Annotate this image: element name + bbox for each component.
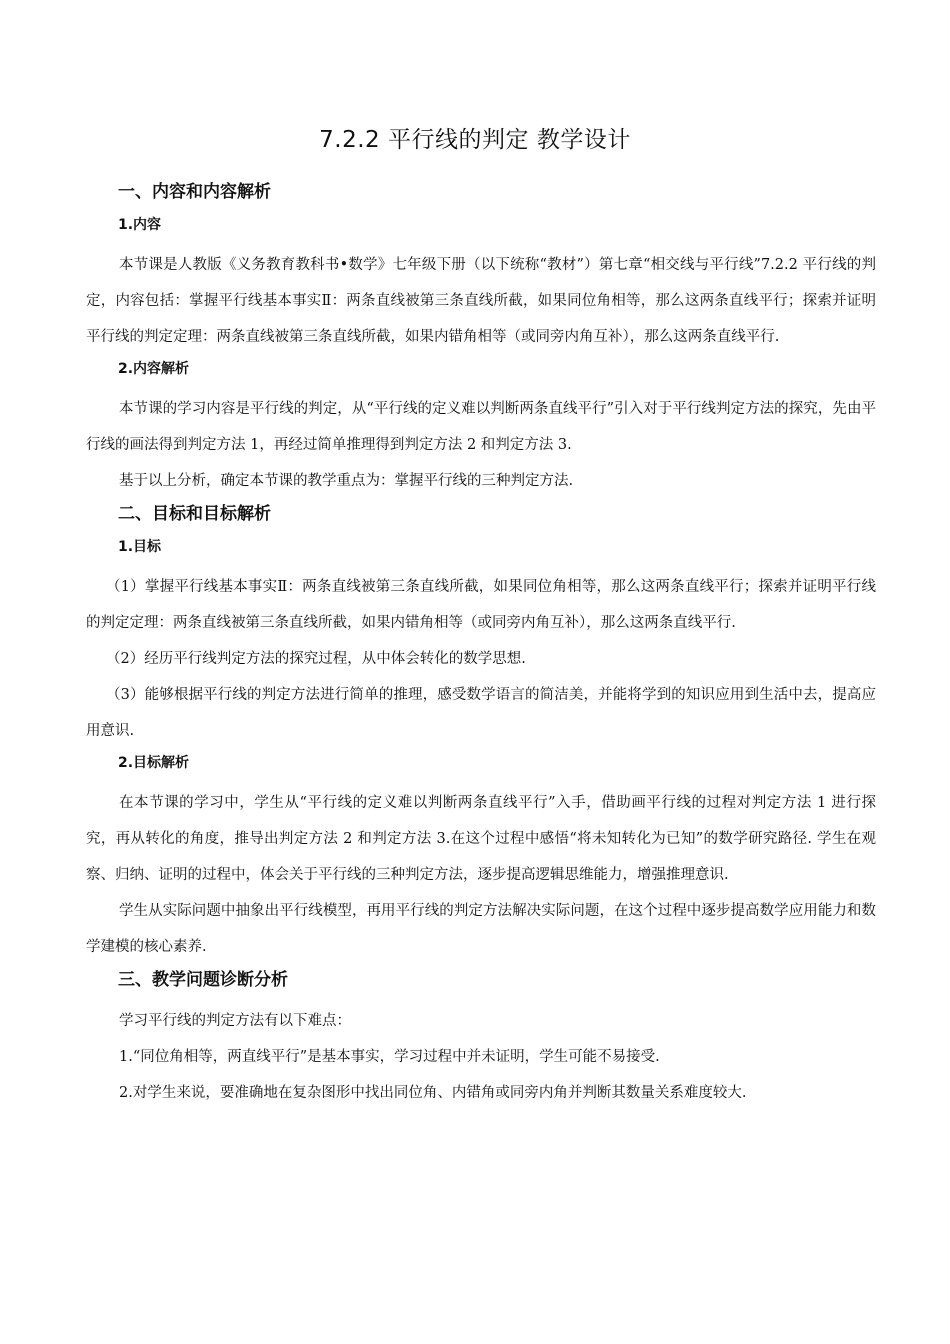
paragraph-goal-analysis-1: 在本节课的学习中，学生从“平行线的定义难以判断两条直线平行”入手，借助画平行线的过程对判定方法 1 进行探究，再从转化的角度，推导出判定方法 2 和判定方法 3.在这个过程中感悟“将未知转化为已知”的数学研究路径. 学生在观察、归纳、证明的过程中，体会关于平行线的三种判定方法，逐步提高逻辑思维能力，增强推理意识.	[86, 795, 876, 883]
goal-item-3: （3）能够根据平行线的判定方法进行简单的推理，感受数学语言的简洁美，并能将学到的知识应用到生活中去，提高应用意识.	[86, 687, 876, 739]
paragraph-diagnosis-intro: 学习平行线的判定方法有以下难点：	[119, 1013, 351, 1029]
paragraph-goal-analysis-2: 学生从实际问题中抽象出平行线模型，再用平行线的判定方法解决实际问题，在这个过程中逐步提高数学应用能力和数学建模的核心素养.	[86, 903, 876, 955]
section-heading-goals: 二、目标和目标解析	[118, 504, 271, 524]
goal-item-1: （1）掌握平行线基本事实Ⅱ：两条直线被第三条直线所截，如果同位角相等，那么这两条直线平行；探索并证明平行线的判定定理：两条直线被第三条直线所截，如果内错角相等（或同旁内角互补），那么这两条直线平行.	[86, 579, 876, 631]
document-title: 7.2.2 平行线的判定 教学设计	[319, 127, 631, 153]
subheading-goal-analysis: 2.目标解析	[118, 755, 190, 771]
subheading-content: 1.内容	[118, 217, 162, 233]
section-heading-content: 一、内容和内容解析	[118, 182, 271, 202]
goal-item-2: （2）经历平行线判定方法的探究过程，从中体会转化的数学思想.	[106, 651, 526, 667]
subheading-content-analysis: 2.内容解析	[118, 361, 190, 377]
subheading-goals: 1.目标	[118, 539, 162, 555]
document-body	[86, 178, 876, 1111]
section-heading-diagnosis: 三、教学问题诊断分析	[118, 970, 288, 990]
paragraph-content: 本节课是人教版《义务教育教科书•数学》七年级下册（以下统称“教材”）第七章“相交线与平行线”7.2.2 平行线的判定，内容包括：掌握平行线基本事实Ⅱ：两条直线被第三条直线所截，如果同位角相等，那么这两条直线平行；探索并证明平行线的判定定理：两条直线被第三条直线所截，如果内错角相等（或同旁内角互补），那么这两条直线平行.	[86, 257, 876, 345]
paragraph-content-analysis: 本节课的学习内容是平行线的判定，从“平行线的定义难以判断两条直线平行”引入对于平行线判定方法的探究，先由平行线的画法得到判定方法 1，再经过简单推理得到判定方法 2 和判定方法 3.	[86, 401, 876, 453]
difficulty-item-2: 2.对学生来说，要准确地在复杂图形中找出同位角、内错角或同旁内角并判断其数量关系难度较大.	[119, 1085, 747, 1101]
difficulty-item-1: 1.“同位角相等，两直线平行”是基本事实，学习过程中并未证明，学生可能不易接受.	[119, 1049, 660, 1065]
paragraph-key-point: 基于以上分析，确定本节课的教学重点为：掌握平行线的三种判定方法.	[119, 473, 574, 489]
